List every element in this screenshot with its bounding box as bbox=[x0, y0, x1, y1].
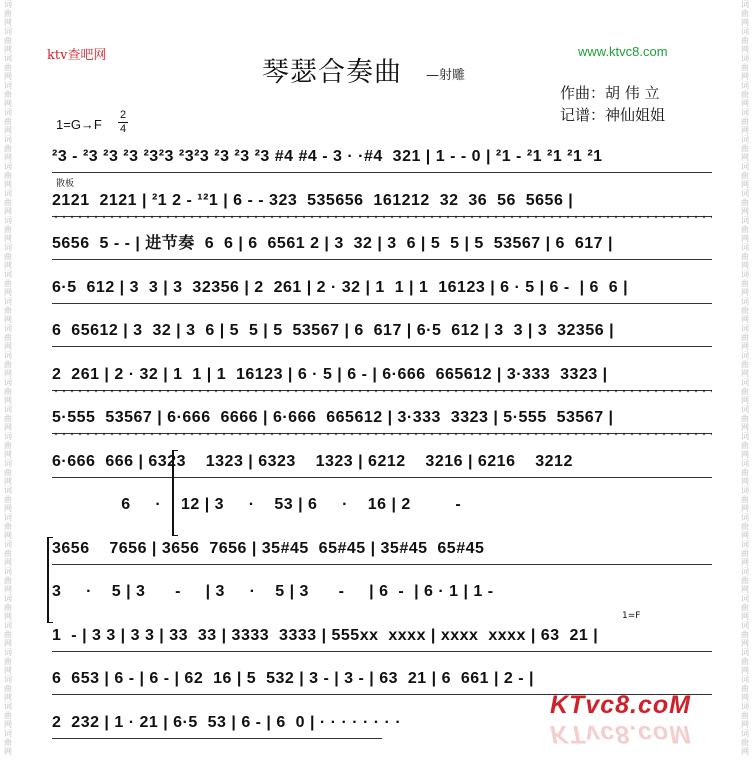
score-row-9 bbox=[52, 490, 712, 534]
site-name-left: ktv查吧网 bbox=[47, 48, 107, 63]
octave-dots bbox=[52, 214, 712, 222]
beam-line bbox=[52, 253, 712, 260]
score-row-7 bbox=[52, 403, 712, 447]
score-notes: ²3 - ²3 ²3 ²3 ²3²3 ²3²3 ²3 ²3 ²3 #4 #4 - 3 · ·#4 321 | 1 - - 0 | ²1 - ²1 ²1 ²1 ²1 bbox=[52, 148, 603, 165]
score-row-6 bbox=[52, 360, 712, 404]
score-row-12 bbox=[52, 610, 712, 665]
score-notes: 6·5 612 | 3 3 | 3 32356 | 2 261 | 2 · 32 | 1 1 | 1 16123 | 6 · 5 | 6 - | 6 6 | bbox=[52, 278, 629, 296]
score-row-3 bbox=[52, 229, 712, 273]
beam-line bbox=[52, 297, 712, 304]
site-logo bbox=[550, 691, 700, 771]
score-notes: 6 · 12 | 3 · 53 | 6 · 16 | 2 - bbox=[52, 496, 462, 513]
song-title: 琴瑟合奏曲 bbox=[262, 57, 402, 88]
score-notes: 3656 7656 | 3656 7656 | 35#45 65#45 | 35#45 65#45 bbox=[52, 539, 485, 557]
octave-dots bbox=[52, 388, 712, 396]
song-subtitle: —射雕 bbox=[426, 68, 466, 83]
score-notes: 3 · 5 | 3 - | 3 · 5 | 3 - | 6 - | 6 · 1 | 1 - bbox=[52, 583, 494, 600]
score-row-8 bbox=[52, 447, 712, 491]
score-row-10 bbox=[52, 534, 712, 578]
beam-line bbox=[52, 732, 382, 739]
score-row-1 bbox=[52, 142, 712, 186]
logo-text: KTvc8.coM bbox=[550, 691, 691, 719]
beam-line bbox=[52, 558, 712, 565]
row-label: 散板 bbox=[56, 178, 75, 189]
row-label: 1=F bbox=[622, 610, 641, 621]
score-notes: 5·555 53567 | 6·666 6666 | 6·666 665612 | 3·333 3323 | 5·555 53567 | bbox=[52, 409, 614, 426]
key-signature: 1=G→F bbox=[56, 117, 102, 132]
score-row-5 bbox=[52, 316, 712, 360]
beam-line bbox=[52, 645, 712, 652]
site-url-right: www.ktvc8.com bbox=[578, 44, 668, 59]
side-watermark-right: 词曲网词曲网词曲网词曲网词曲网词曲网词曲网词曲网词曲网词曲网词曲网词曲网词曲网词曲网词曲网词曲网词曲网词曲网词曲网词曲网词曲网词曲网词曲网词曲网词曲网词曲网词曲网词曲网 bbox=[741, 0, 749, 756]
score-row-4 bbox=[52, 273, 712, 317]
score-notes: 2 232 | 1 · 21 | 6·5 53 | 6 - | 6 0 | · · · · · · · · bbox=[52, 713, 402, 731]
score-notes: 2121 2121 | ²1 2 - ¹²1 | 6 - - 323 535656 161212 32 36 56 5656 | bbox=[52, 191, 574, 209]
score-row-11 bbox=[52, 577, 712, 621]
composer-credit: 作曲：胡 伟 立 bbox=[560, 84, 660, 102]
score-row-2 bbox=[52, 178, 712, 230]
beam-line bbox=[52, 471, 712, 478]
side-watermark-left: 词曲网词曲网词曲网词曲网词曲网词曲网词曲网词曲网词曲网词曲网词曲网词曲网词曲网词曲网词曲网词曲网词曲网词曲网词曲网词曲网词曲网词曲网词曲网词曲网词曲网词曲网词曲网词曲网 bbox=[4, 0, 12, 756]
meter-bottom: 4 bbox=[119, 123, 127, 135]
score-notes: 5656 5 - - | 进节奏 6 6 | 6 6561 2 | 3 32 | 3 6 | 5 5 | 5 53567 | 6 617 | bbox=[52, 235, 613, 252]
beam-line bbox=[52, 166, 712, 173]
score-notes: 6·666 666 | 6323 1323 | 6323 1323 | 6212 3216 | 6216 3212 bbox=[52, 452, 573, 470]
score-notes: 2 261 | 2 · 32 | 1 1 | 1 16123 | 6 · 5 | 6 - | 6·666 665612 | 3·333 3323 | bbox=[52, 365, 608, 383]
transcriber-credit: 记谱：神仙姐姐 bbox=[560, 106, 666, 124]
octave-dots bbox=[52, 431, 712, 439]
score-notes: 1 - | 3 3 | 3 3 | 33 33 | 3333 3333 | 555xx xxxx | xxxx xxxx | 63 21 | bbox=[52, 626, 599, 644]
notation-score bbox=[52, 142, 712, 751]
score-notes: 6 653 | 6 - | 6 - | 62 16 | 5 532 | 3 - | 3 - | 63 21 | 6 661 | 2 - | bbox=[52, 670, 535, 687]
logo-reflection: KTvc8.coM bbox=[550, 720, 691, 748]
time-signature bbox=[118, 110, 128, 135]
meter-top: 2 bbox=[119, 109, 127, 121]
beam-line bbox=[52, 340, 712, 347]
score-notes: 6 65612 | 3 32 | 3 6 | 5 5 | 5 53567 | 6 617 | 6·5 612 | 3 3 | 3 32356 | bbox=[52, 322, 615, 339]
